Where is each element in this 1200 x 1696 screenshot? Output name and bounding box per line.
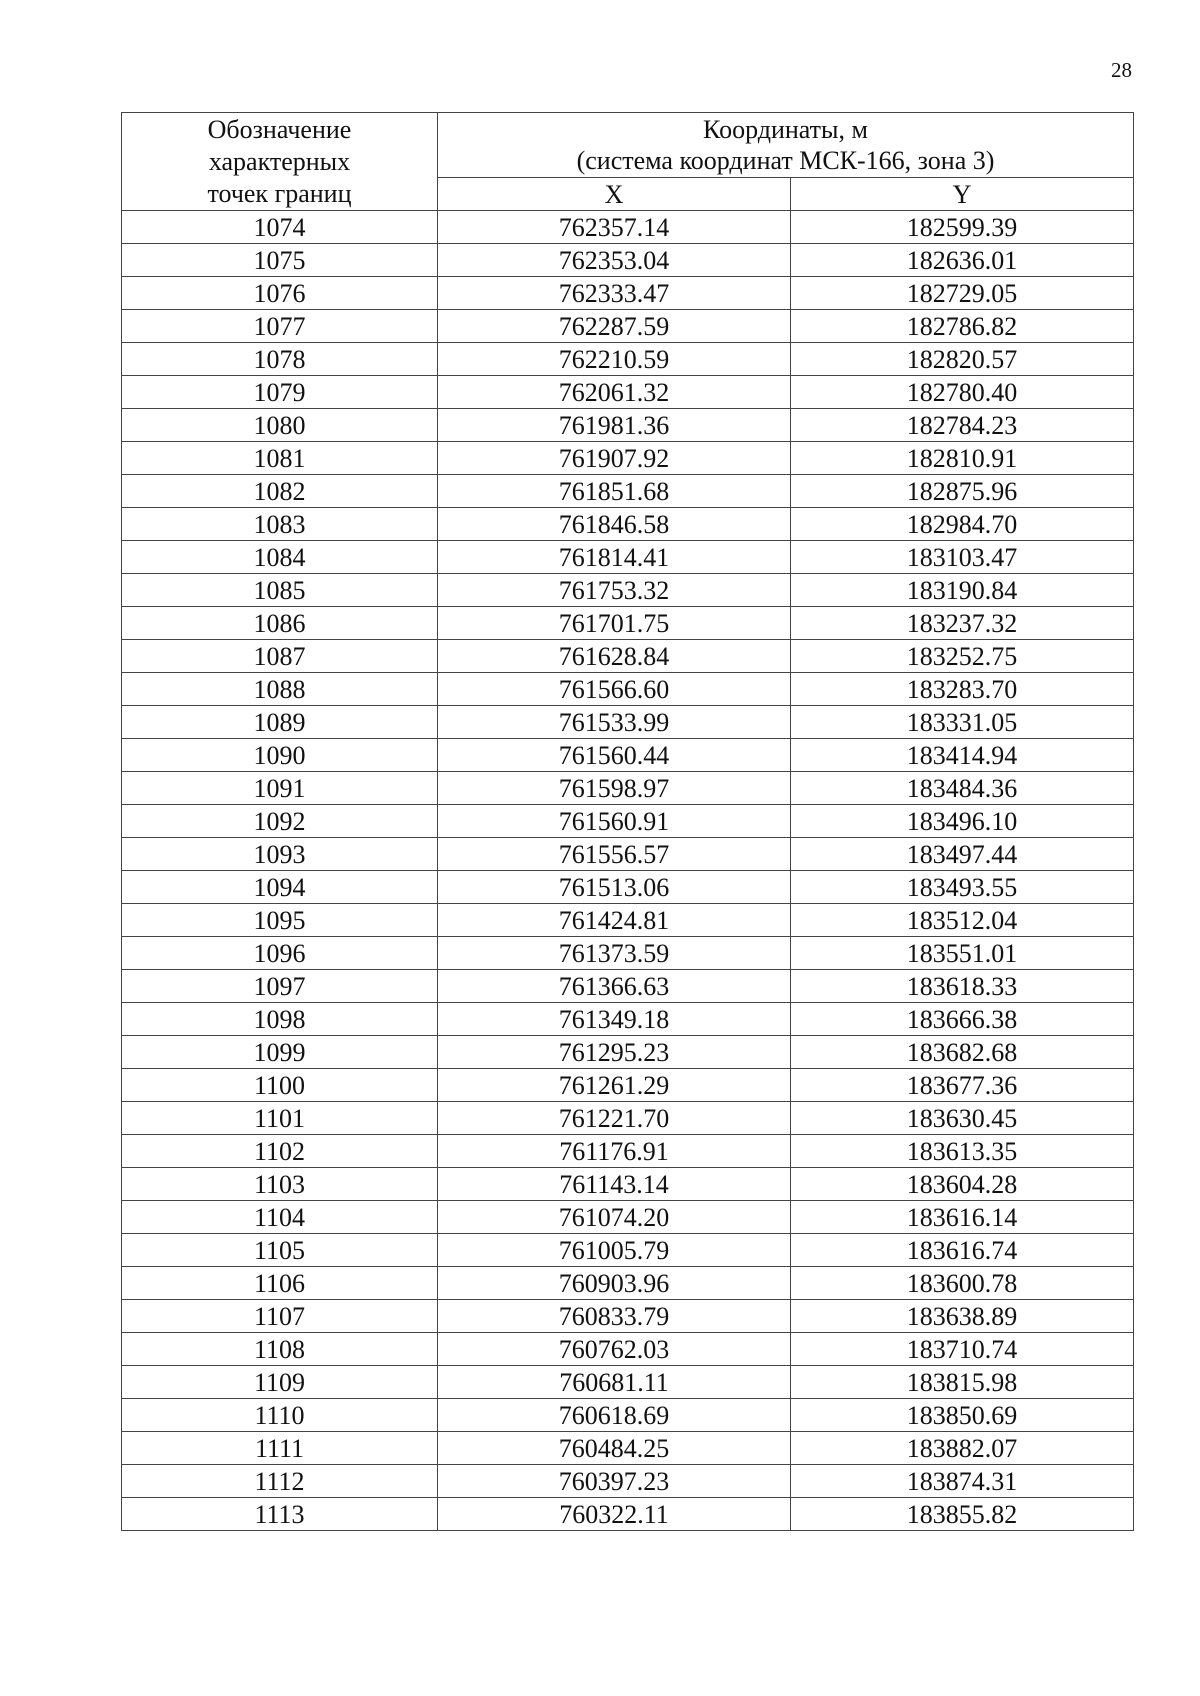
point-id-cell: 1083 — [122, 508, 438, 541]
table-row — [122, 376, 1134, 409]
table-row — [122, 1234, 1134, 1267]
point-id-cell: 1099 — [122, 1036, 438, 1069]
y-coordinate-cell: 183252.75 — [791, 640, 1134, 673]
table-row — [122, 1168, 1134, 1201]
y-coordinate-cell: 183882.07 — [791, 1432, 1134, 1465]
table-row — [122, 1432, 1134, 1465]
x-coordinate-cell: 761424.81 — [438, 904, 791, 937]
point-id-cell: 1109 — [122, 1366, 438, 1399]
y-coordinate-cell: 183414.94 — [791, 739, 1134, 772]
point-id-cell: 1077 — [122, 310, 438, 343]
x-coordinate-cell: 761701.75 — [438, 607, 791, 640]
y-coordinate-cell: 183331.05 — [791, 706, 1134, 739]
table-row — [122, 1036, 1134, 1069]
y-coordinate-cell: 183677.36 — [791, 1069, 1134, 1102]
x-coordinate-cell: 762061.32 — [438, 376, 791, 409]
table-row — [122, 838, 1134, 871]
y-coordinate-cell: 183493.55 — [791, 871, 1134, 904]
table-row — [122, 277, 1134, 310]
y-coordinate-cell: 182729.05 — [791, 277, 1134, 310]
table-row — [122, 673, 1134, 706]
table-row — [122, 739, 1134, 772]
x-coordinate-cell: 761560.91 — [438, 805, 791, 838]
point-id-cell: 1082 — [122, 475, 438, 508]
y-coordinate-cell: 183613.35 — [791, 1135, 1134, 1168]
x-coordinate-cell: 760397.23 — [438, 1465, 791, 1498]
x-coordinate-cell: 761533.99 — [438, 706, 791, 739]
table-row — [122, 244, 1134, 277]
point-id-cell: 1079 — [122, 376, 438, 409]
point-id-cell: 1097 — [122, 970, 438, 1003]
point-id-cell: 1074 — [122, 211, 438, 244]
y-coordinate-cell: 183630.45 — [791, 1102, 1134, 1135]
x-coordinate-cell: 761366.63 — [438, 970, 791, 1003]
point-id-cell: 1091 — [122, 772, 438, 805]
table-row — [122, 1003, 1134, 1036]
x-coordinate-cell: 761814.41 — [438, 541, 791, 574]
table-row — [122, 706, 1134, 739]
point-id-cell: 1088 — [122, 673, 438, 706]
table-row — [122, 442, 1134, 475]
table-row — [122, 1102, 1134, 1135]
x-coordinate-cell: 760484.25 — [438, 1432, 791, 1465]
point-id-cell: 1108 — [122, 1333, 438, 1366]
point-id-cell: 1084 — [122, 541, 438, 574]
table-row — [122, 1135, 1134, 1168]
x-coordinate-cell: 762353.04 — [438, 244, 791, 277]
point-id-cell: 1104 — [122, 1201, 438, 1234]
table-row — [122, 508, 1134, 541]
x-coordinate-cell: 761176.91 — [438, 1135, 791, 1168]
table-row — [122, 1399, 1134, 1432]
x-coordinate-cell: 761349.18 — [438, 1003, 791, 1036]
table-row — [122, 1366, 1134, 1399]
x-coordinate-cell: 761143.14 — [438, 1168, 791, 1201]
y-coordinate-cell: 183190.84 — [791, 574, 1134, 607]
y-coordinate-cell: 183710.74 — [791, 1333, 1134, 1366]
y-coordinate-cell: 182820.57 — [791, 343, 1134, 376]
table-row — [122, 937, 1134, 970]
y-coordinate-cell: 182784.23 — [791, 409, 1134, 442]
point-id-cell: 1081 — [122, 442, 438, 475]
header-row — [122, 113, 1134, 178]
point-id-cell: 1111 — [122, 1432, 438, 1465]
table-row — [122, 1201, 1134, 1234]
y-coordinate-cell: 183874.31 — [791, 1465, 1134, 1498]
table-row — [122, 1333, 1134, 1366]
table-row — [122, 904, 1134, 937]
x-coordinate-cell: 761851.68 — [438, 475, 791, 508]
y-column-header: Y — [791, 178, 1134, 211]
table-row — [122, 475, 1134, 508]
page-number: 28 — [1111, 58, 1132, 82]
point-id-cell: 1103 — [122, 1168, 438, 1201]
point-id-cell: 1090 — [122, 739, 438, 772]
y-coordinate-cell: 183600.78 — [791, 1267, 1134, 1300]
table-row — [122, 970, 1134, 1003]
y-coordinate-cell: 183616.14 — [791, 1201, 1134, 1234]
y-coordinate-cell: 183618.33 — [791, 970, 1134, 1003]
x-coordinate-cell: 761846.58 — [438, 508, 791, 541]
y-coordinate-cell: 183237.32 — [791, 607, 1134, 640]
table-row — [122, 541, 1134, 574]
y-coordinate-cell: 182636.01 — [791, 244, 1134, 277]
table-row — [122, 1069, 1134, 1102]
point-id-cell: 1100 — [122, 1069, 438, 1102]
x-coordinate-cell: 761753.32 — [438, 574, 791, 607]
y-coordinate-cell: 182810.91 — [791, 442, 1134, 475]
y-coordinate-cell: 183682.68 — [791, 1036, 1134, 1069]
coords-header-line: (система координат МСК-166, зона 3) — [576, 146, 995, 175]
x-coordinate-cell: 760322.11 — [438, 1498, 791, 1531]
y-coordinate-cell: 182875.96 — [791, 475, 1134, 508]
coords-header-line: Координаты, м — [703, 115, 868, 144]
x-coordinate-cell: 761981.36 — [438, 409, 791, 442]
x-coordinate-cell: 761628.84 — [438, 640, 791, 673]
table-row — [122, 343, 1134, 376]
x-coordinate-cell: 761566.60 — [438, 673, 791, 706]
x-coordinate-cell: 761261.29 — [438, 1069, 791, 1102]
table-row — [122, 1498, 1134, 1531]
y-coordinate-cell: 183855.82 — [791, 1498, 1134, 1531]
y-coordinate-cell: 183604.28 — [791, 1168, 1134, 1201]
point-id-cell: 1110 — [122, 1399, 438, 1432]
y-coordinate-cell: 183850.69 — [791, 1399, 1134, 1432]
point-id-cell: 1092 — [122, 805, 438, 838]
y-coordinate-cell: 183496.10 — [791, 805, 1134, 838]
table-row — [122, 211, 1134, 244]
y-coordinate-cell: 182786.82 — [791, 310, 1134, 343]
x-coordinate-cell: 762357.14 — [438, 211, 791, 244]
point-header-line: характерных — [208, 146, 351, 176]
x-coordinate-cell: 761513.06 — [438, 871, 791, 904]
point-id-cell: 1078 — [122, 343, 438, 376]
x-coordinate-cell: 761221.70 — [438, 1102, 791, 1135]
y-coordinate-cell: 183666.38 — [791, 1003, 1134, 1036]
point-id-cell: 1095 — [122, 904, 438, 937]
y-coordinate-cell: 183638.89 — [791, 1300, 1134, 1333]
table-row — [122, 871, 1134, 904]
x-column-header: X — [438, 178, 791, 211]
point-id-cell: 1094 — [122, 871, 438, 904]
table-body — [122, 211, 1134, 1531]
y-coordinate-cell: 183512.04 — [791, 904, 1134, 937]
y-coordinate-cell: 182780.40 — [791, 376, 1134, 409]
x-coordinate-cell: 761598.97 — [438, 772, 791, 805]
y-coordinate-cell: 183283.70 — [791, 673, 1134, 706]
table-row — [122, 1300, 1134, 1333]
table-row — [122, 772, 1134, 805]
x-coordinate-cell: 761373.59 — [438, 937, 791, 970]
table-row — [122, 574, 1134, 607]
point-id-cell: 1086 — [122, 607, 438, 640]
point-id-cell: 1080 — [122, 409, 438, 442]
point-id-cell: 1075 — [122, 244, 438, 277]
table-row — [122, 607, 1134, 640]
point-id-cell: 1087 — [122, 640, 438, 673]
table-row — [122, 805, 1134, 838]
y-coordinate-cell: 183484.36 — [791, 772, 1134, 805]
x-coordinate-cell: 761907.92 — [438, 442, 791, 475]
coordinates-table — [121, 112, 1134, 1531]
y-coordinate-cell: 183103.47 — [791, 541, 1134, 574]
x-coordinate-cell: 761556.57 — [438, 838, 791, 871]
y-coordinate-cell: 183815.98 — [791, 1366, 1134, 1399]
point-id-cell: 1098 — [122, 1003, 438, 1036]
point-id-cell: 1105 — [122, 1234, 438, 1267]
x-coordinate-cell: 761295.23 — [438, 1036, 791, 1069]
x-coordinate-cell: 761560.44 — [438, 739, 791, 772]
x-coordinate-cell: 760618.69 — [438, 1399, 791, 1432]
point-id-cell: 1102 — [122, 1135, 438, 1168]
point-id-cell: 1089 — [122, 706, 438, 739]
point-header-line: Обозначение — [207, 114, 352, 144]
table-row — [122, 310, 1134, 343]
y-coordinate-cell: 183497.44 — [791, 838, 1134, 871]
point-id-cell: 1076 — [122, 277, 438, 310]
y-coordinate-cell: 182984.70 — [791, 508, 1134, 541]
y-coordinate-cell: 182599.39 — [791, 211, 1134, 244]
point-id-cell: 1106 — [122, 1267, 438, 1300]
x-coordinate-cell: 761074.20 — [438, 1201, 791, 1234]
x-coordinate-cell: 760903.96 — [438, 1267, 791, 1300]
table-header — [122, 113, 1134, 211]
x-coordinate-cell: 760833.79 — [438, 1300, 791, 1333]
point-id-cell: 1096 — [122, 937, 438, 970]
point-id-cell: 1113 — [122, 1498, 438, 1531]
coordinates-group-header — [438, 113, 1134, 178]
x-coordinate-cell: 761005.79 — [438, 1234, 791, 1267]
x-coordinate-cell: 760681.11 — [438, 1366, 791, 1399]
point-id-cell: 1101 — [122, 1102, 438, 1135]
x-coordinate-cell: 762333.47 — [438, 277, 791, 310]
x-coordinate-cell: 762287.59 — [438, 310, 791, 343]
point-id-cell: 1107 — [122, 1300, 438, 1333]
x-coordinate-cell: 760762.03 — [438, 1333, 791, 1366]
y-coordinate-cell: 183551.01 — [791, 937, 1134, 970]
table-row — [122, 1465, 1134, 1498]
table-row — [122, 640, 1134, 673]
point-header-line: точек границ — [207, 178, 352, 208]
point-id-cell: 1112 — [122, 1465, 438, 1498]
y-coordinate-cell: 183616.74 — [791, 1234, 1134, 1267]
point-designation-header — [122, 113, 438, 211]
x-coordinate-cell: 762210.59 — [438, 343, 791, 376]
point-id-cell: 1093 — [122, 838, 438, 871]
table-row — [122, 1267, 1134, 1300]
table-row — [122, 409, 1134, 442]
point-id-cell: 1085 — [122, 574, 438, 607]
